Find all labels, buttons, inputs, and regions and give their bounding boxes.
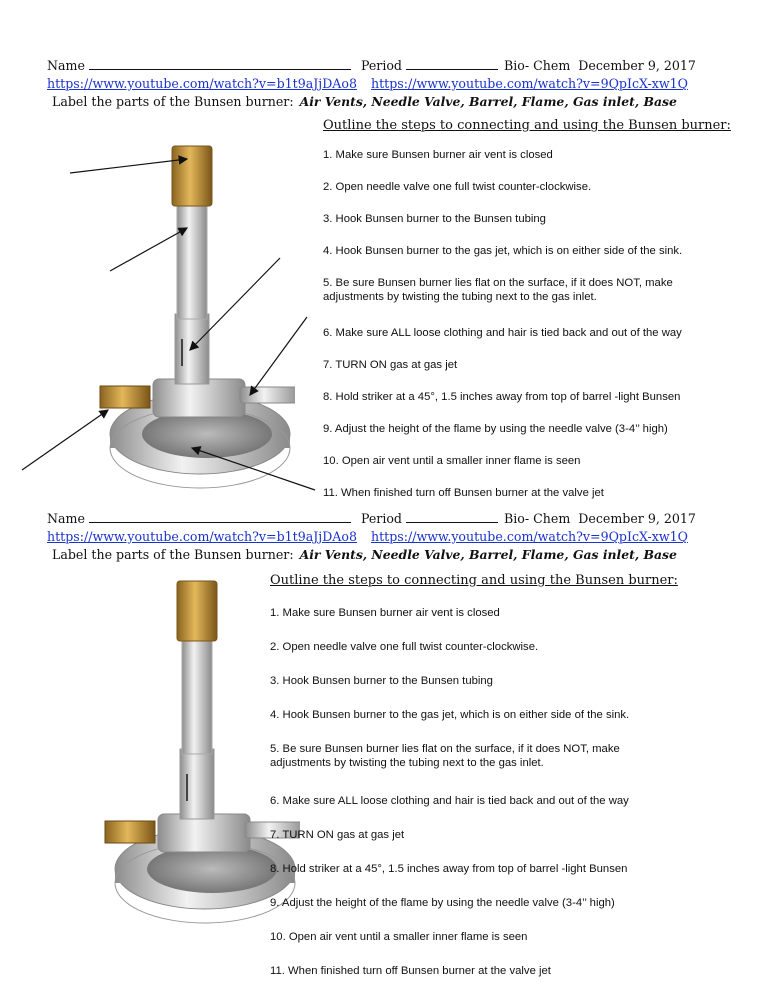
- period-label: Period: [360, 511, 402, 526]
- step-item: 8. Hold striker at a 45°, 1.5 inches away from top of barrel -light Bunsen: [270, 863, 628, 875]
- period-label: Period: [360, 58, 402, 73]
- name-label: Name: [47, 58, 85, 73]
- youtube-link-1[interactable]: https://www.youtube.com/watch?v=b1t9aJjDAo8: [47, 76, 357, 91]
- outline-title: Outline the steps to connecting and using the Bunsen burner:: [323, 118, 731, 133]
- arrow-flame: [70, 159, 187, 173]
- step-item: 2. Open needle valve one full twist counter-clockwise.: [323, 181, 592, 193]
- youtube-link-2[interactable]: https://www.youtube.com/watch?v=9QpIcX-xw1Q: [370, 76, 688, 91]
- steps-list: [270, 606, 660, 998]
- step-item: 7. TURN ON gas at gas jet: [270, 829, 405, 841]
- step-item: 3. Hook Bunsen burner to the Bunsen tubing: [270, 675, 493, 687]
- youtube-link-1[interactable]: https://www.youtube.com/watch?v=b1t9aJjDAo8: [47, 529, 357, 544]
- step-item: 2. Open needle valve one full twist counter-clockwise.: [270, 641, 539, 653]
- step-item: 11. When finished turn off Bunsen burner at the valve jet: [270, 965, 551, 977]
- step-item: 6. Make sure ALL loose clothing and hair is tied back and out of the way: [270, 795, 629, 807]
- class-label: Bio- Chem: [504, 58, 571, 73]
- label-instruction-row: [52, 547, 677, 563]
- arrow-barrel: [110, 228, 187, 271]
- step-item: 4. Hook Bunsen burner to the gas jet, which is on either side of the sink.: [270, 709, 630, 721]
- arrow-base: [192, 448, 315, 490]
- worksheet-copy-2: [0, 511, 768, 981]
- step-item: 7. TURN ON gas at gas jet: [323, 359, 458, 371]
- arrow-needle-valve: [22, 410, 108, 470]
- step-item: 5. Be sure Bunsen burner lies flat on the surface, if it does NOT, make adjustments by twisting the tubing next to the gas inlet.: [270, 743, 620, 769]
- step-item: 1. Make sure Bunsen burner air vent is closed: [323, 149, 553, 161]
- arrow-gas-inlet: [250, 317, 307, 395]
- links-row: [47, 529, 688, 545]
- step-item: 3. Hook Bunsen burner to the Bunsen tubing: [323, 213, 546, 225]
- period-blank[interactable]: [406, 511, 498, 523]
- name-label: Name: [47, 511, 85, 526]
- label-instruction: Label the parts of the Bunsen burner:: [52, 547, 294, 562]
- worksheet-copy-1: [0, 58, 768, 498]
- steps-list: [323, 148, 723, 518]
- youtube-link-2[interactable]: https://www.youtube.com/watch?v=9QpIcX-xw1Q: [370, 529, 688, 544]
- name-blank[interactable]: [89, 511, 351, 523]
- step-item: 9. Adjust the height of the flame by using the needle valve (3-4’’ high): [270, 897, 615, 909]
- step-item: 10. Open air vent until a smaller inner flame is seen: [270, 931, 528, 943]
- step-item: 6. Make sure ALL loose clothing and hair is tied back and out of the way: [323, 327, 682, 339]
- step-item: 5. Be sure Bunsen burner lies flat on the surface, if it does NOT, make adjustments by twisting the tubing next to the gas inlet.: [323, 277, 673, 303]
- step-item: 11. When finished turn off Bunsen burner at the valve jet: [323, 487, 604, 499]
- class-label: Bio- Chem: [504, 511, 571, 526]
- step-item: 1. Make sure Bunsen burner air vent is closed: [270, 607, 500, 619]
- date: December 9, 2017: [578, 511, 696, 526]
- step-item: 8. Hold striker at a 45°, 1.5 inches away from top of barrel -light Bunsen: [323, 391, 681, 403]
- step-item: 9. Adjust the height of the flame by using the needle valve (3-4’’ high): [323, 423, 668, 435]
- date: December 9, 2017: [578, 58, 696, 73]
- label-instruction: Label the parts of the Bunsen burner:: [52, 94, 294, 109]
- parts-list: Air Vents, Needle Valve, Barrel, Flame, Gas inlet, Base: [299, 547, 677, 562]
- step-item: 10. Open air vent until a smaller inner flame is seen: [323, 455, 581, 467]
- step-item: 4. Hook Bunsen burner to the gas jet, which is on either side of the sink.: [323, 245, 683, 257]
- outline-title: Outline the steps to connecting and using the Bunsen burner:: [270, 573, 678, 588]
- parts-list: Air Vents, Needle Valve, Barrel, Flame, Gas inlet, Base: [299, 94, 677, 109]
- arrow-air-vent: [190, 258, 280, 350]
- header-row: [47, 511, 696, 527]
